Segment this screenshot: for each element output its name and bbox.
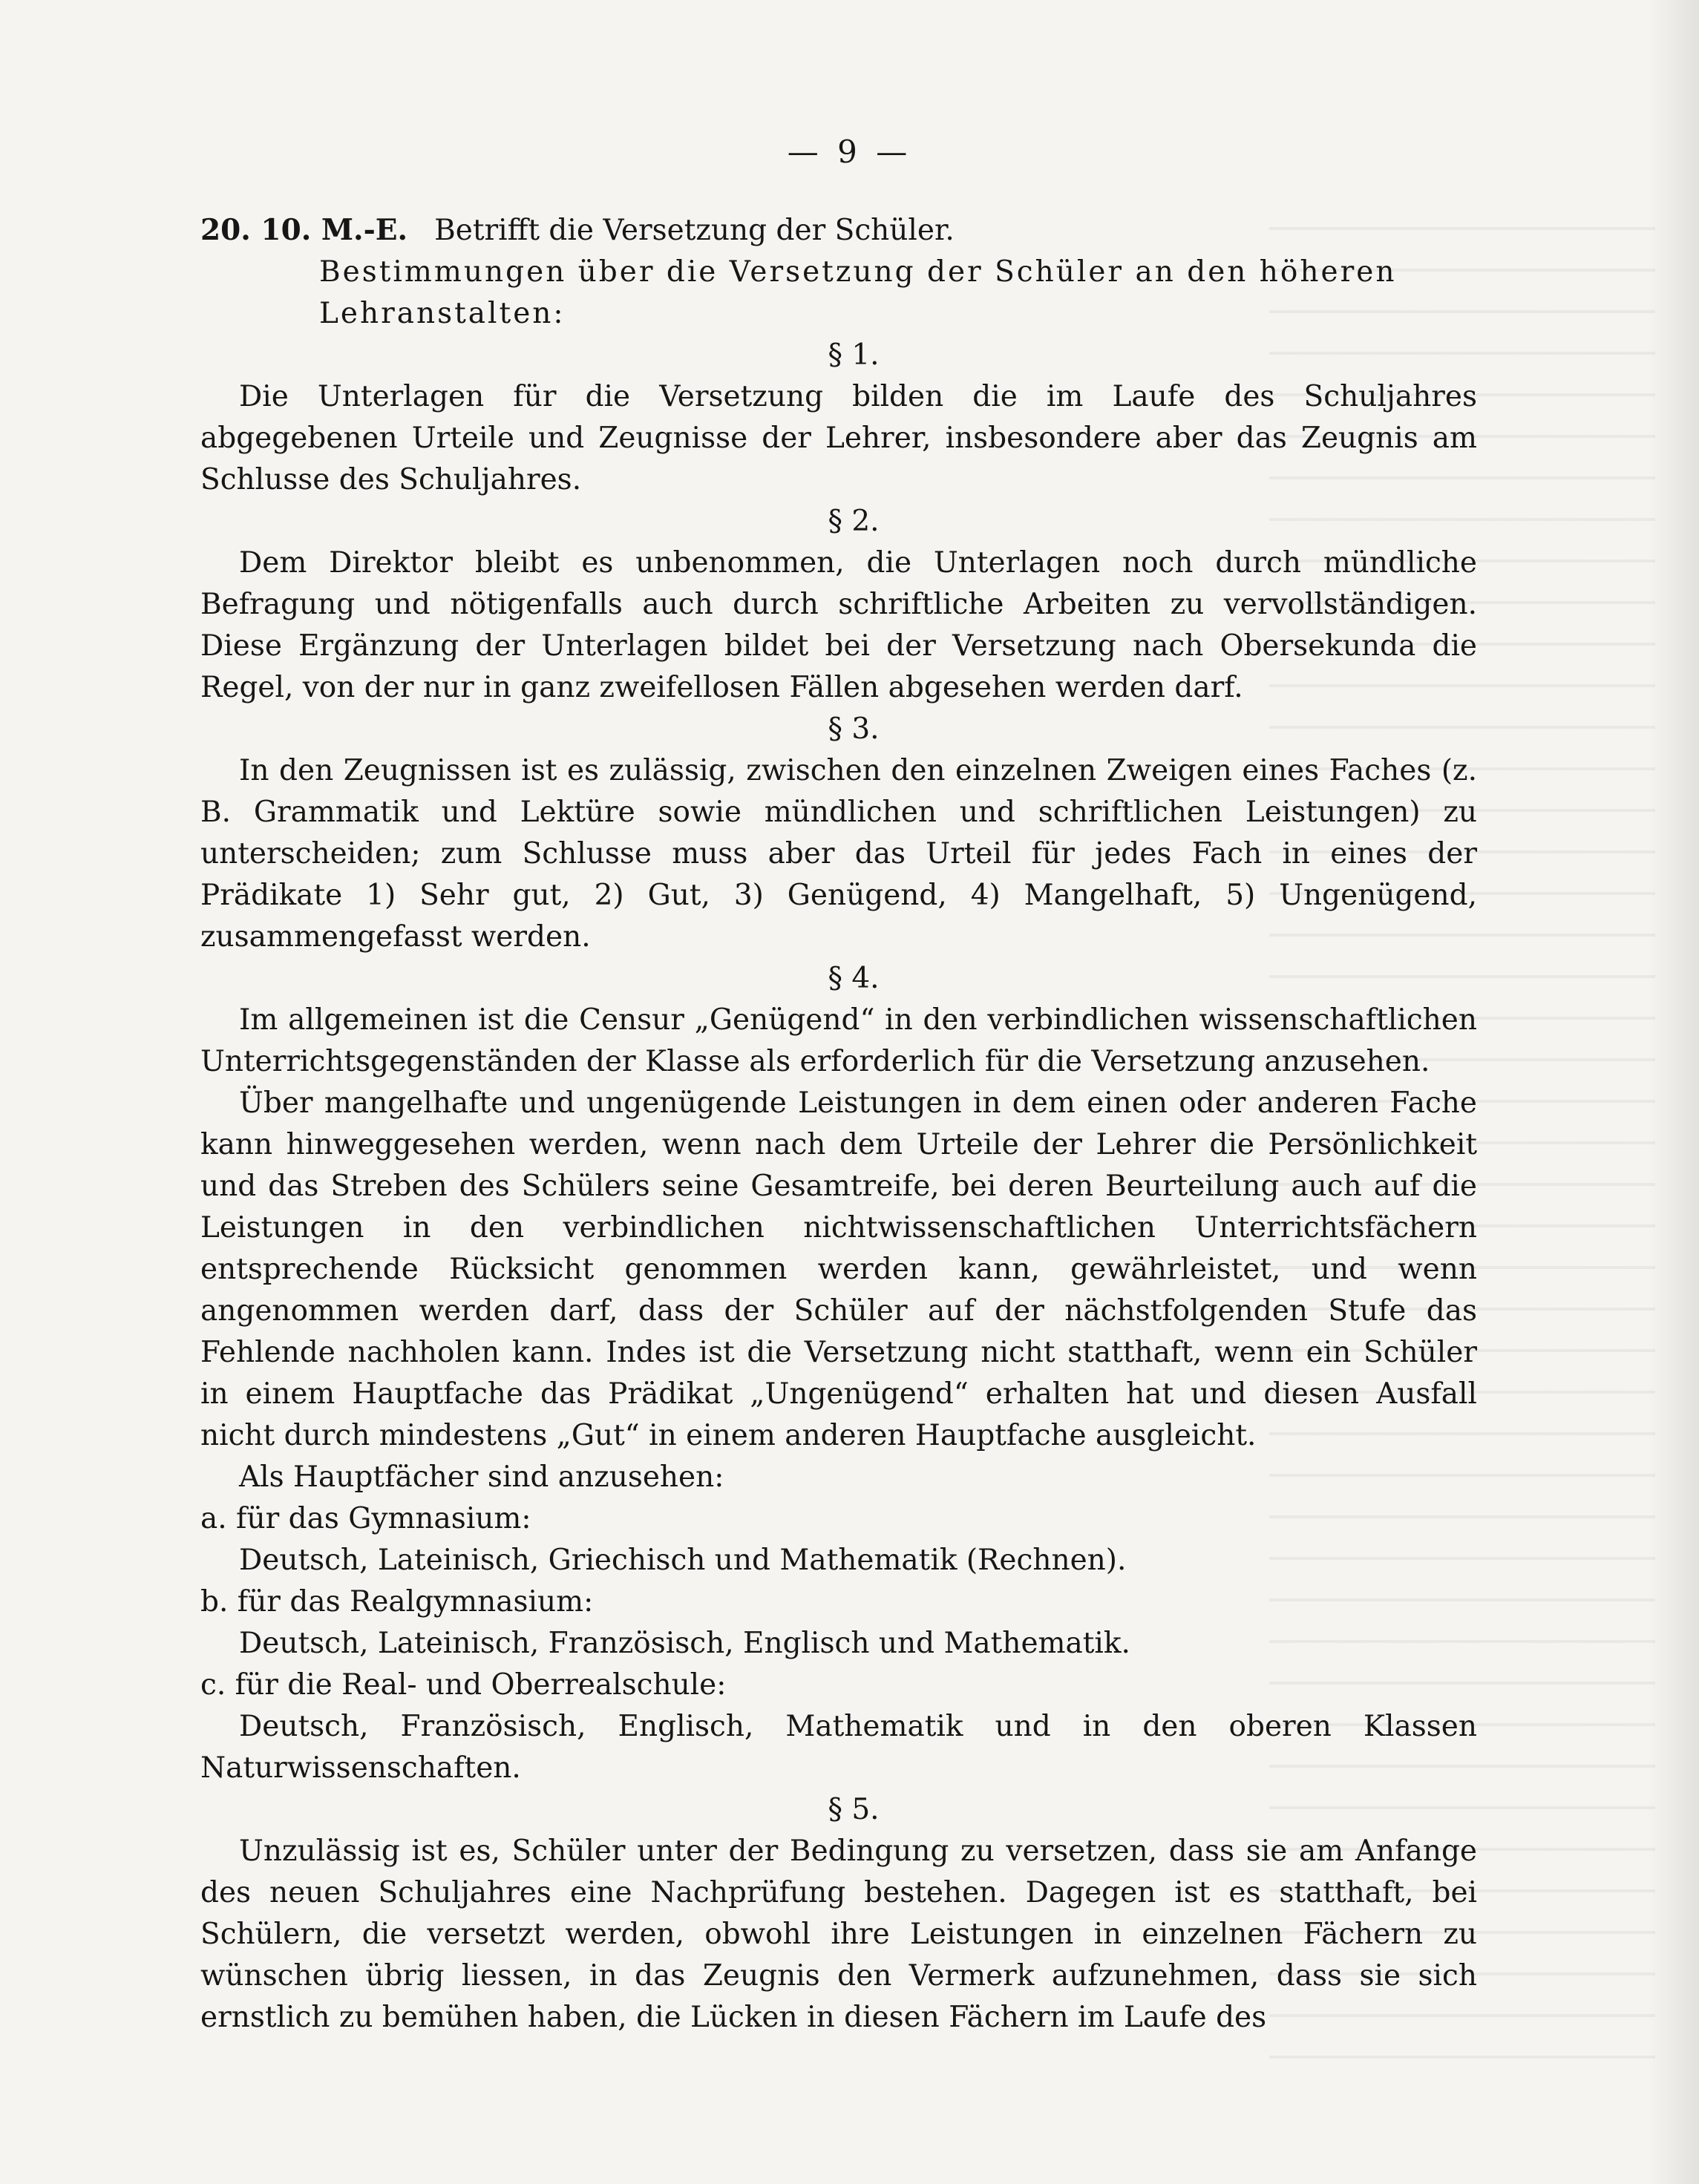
regulations-title: Bestimmungen über die Versetzung der Schüler an den höheren Lehranstalten: (319, 255, 1397, 330)
decree-subject: Betrifft die Versetzung der Schüler. (434, 214, 955, 247)
decree-heading (200, 209, 1477, 252)
page-number: — 9 — (787, 134, 912, 170)
section-5-paragraph: Unzulässig ist es, Schüler unter der Bedingung zu versetzen, dass sie am Anfange des neuen Schuljahres eine Nachprüfung bestehen. Dagegen ist es statthaft, bei Schülern, die versetzt werden, obwohl ihre Leistungen in einzelnen Fächern zu wünschen übrig liessen, in das Zeugnis den Vermerk aufzunehmen, dass sie sich ernstlich zu bemühen haben, die Lücken in diesen Fächern im Laufe des (200, 1834, 1477, 2034)
document-body (200, 209, 1477, 2039)
list-item-b-content: Deutsch, Lateinisch, Französisch, Englisch und Mathematik. (239, 1627, 1130, 1660)
list-item-c-content: Deutsch, Französisch, Englisch, Mathematik und in den oberen Klassen Naturwissenschaften. (200, 1710, 1477, 1785)
main-subjects-intro: Als Hauptfächer sind anzusehen: (239, 1460, 724, 1494)
list-item-b-label: b. für das Realgymnasium: (200, 1585, 594, 1619)
section-3-heading: § 3. (828, 712, 880, 746)
section-5-heading: § 5. (828, 1793, 880, 1826)
list-item-a-label: a. für das Gymnasium: (200, 1502, 531, 1535)
list-item-a-content: Deutsch, Lateinisch, Griechisch und Mathematik (Rechnen). (239, 1544, 1127, 1577)
section-1-heading: § 1. (828, 338, 880, 372)
list-item-c-label: c. für die Real- und Oberrealschule: (200, 1668, 727, 1702)
section-1-paragraph: Die Unterlagen für die Versetzung bilden die im Laufe des Schuljahres abgegebenen Urteile und Zeugnisse der Lehrer, insbesondere aber das Zeugnis am Schlusse des Schuljahres. (200, 380, 1477, 496)
section-4-paragraph-2: Über mangelhafte und ungenügende Leistungen in dem einen oder anderen Fache kann hinweggesehen werden, wenn nach dem Urteile der Lehrer die Persönlichkeit und das Streben des Schülers seine Gesamtreife, bei deren Beurteilung auch auf die Leistungen in den verbindlichen nichtwissenschaftlichen Unterrichtsfächern entsprechende Rücksicht genommen werden kann, gewährleistet, und wenn angenommen werden darf, dass der Schüler auf der nächstfolgenden Stufe das Fehlende nachholen kann. Indes ist die Versetzung nicht statthaft, wenn ein Schüler in einem Hauptfache das Prädikat „Ungenügend“ erhalten hat und diesen Ausfall nicht durch mindestens „Gut“ in einem anderen Hauptfache ausgleicht. (200, 1086, 1477, 1452)
section-2-paragraph: Dem Direktor bleibt es unbenommen, die Unterlagen noch durch mündliche Befragung und nötigenfalls auch durch schriftliche Arbeiten zu vervollständigen. Diese Ergänzung der Unterlagen bildet bei der Versetzung nach Obersekunda die Regel, von der nur in ganz zweifellosen Fällen abgesehen werden darf. (200, 546, 1477, 704)
section-4-paragraph: Im allgemeinen ist die Censur „Genügend“ in den verbindlichen wissenschaftlichen Unterrichtsgegenständen der Klasse als erforderlich für die Versetzung anzusehen. (200, 1003, 1477, 1078)
section-4-heading: § 4. (828, 962, 880, 995)
section-3-paragraph: In den Zeugnissen ist es zulässig, zwischen den einzelnen Zweigen eines Faches (z. B. Grammatik und Lektüre sowie mündlichen und schriftlichen Leistungen) zu unterscheiden; zum Schlusse muss aber das Urteil für jedes Fach in eines der Prädikate 1) Sehr gut, 2) Gut, 3) Genügend, 4) Mangelhaft, 5) Ungenügend, zusammengefasst werden. (200, 754, 1477, 954)
section-2-heading: § 2. (828, 505, 880, 538)
decree-reference: 20. 10. M.-E. (200, 213, 408, 247)
page-edge-shadow (1647, 0, 1699, 2184)
